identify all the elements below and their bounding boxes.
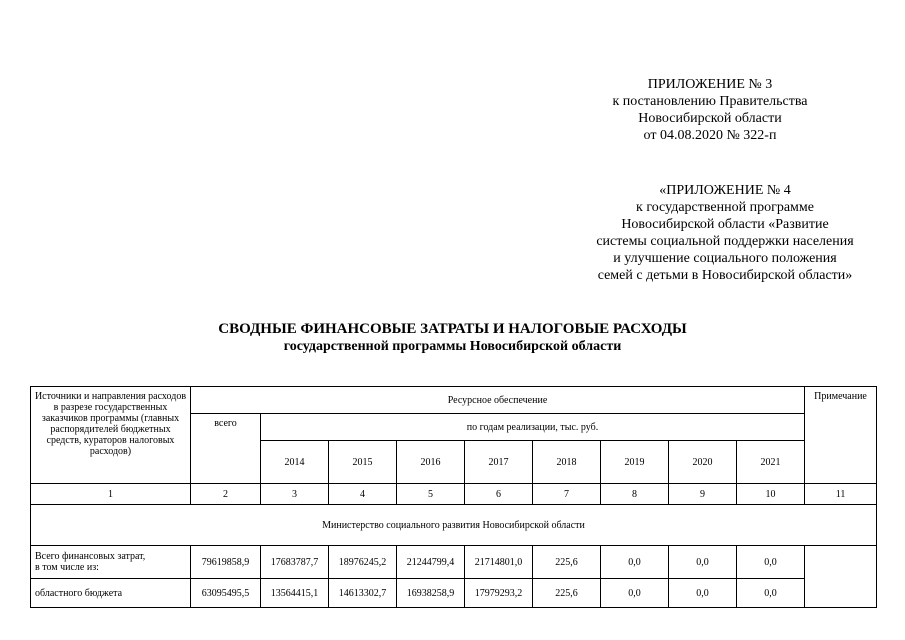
year-header: 2018 — [533, 441, 601, 484]
financial-table — [30, 386, 877, 608]
column-number: 5 — [397, 484, 465, 505]
cell-value: 79619858,9 — [191, 546, 261, 579]
header-source: Источники и направления расходов в разрезе государственных заказчиков программы (главных распорядителей бюджетных средств, кураторов налоговых расходов) — [31, 387, 191, 484]
column-number: 3 — [261, 484, 329, 505]
header-note: Примечание — [805, 387, 877, 484]
table-row — [31, 546, 877, 579]
appendix-3-line: к постановлению Правительства — [612, 94, 808, 109]
row-label-line: в том числе из: — [35, 562, 99, 573]
note-cell — [805, 546, 877, 608]
cell-value: 0,0 — [601, 579, 669, 608]
cell-value: 16938258,9 — [397, 579, 465, 608]
appendix-4-heading — [555, 182, 895, 284]
table-row — [31, 579, 877, 608]
cell-value: 13564415,1 — [261, 579, 329, 608]
row-label-line: Всего финансовых затрат, — [35, 551, 146, 562]
column-number: 11 — [805, 484, 877, 505]
column-number: 10 — [737, 484, 805, 505]
column-numbers-row — [31, 484, 877, 505]
cell-value: 225,6 — [533, 546, 601, 579]
year-header: 2020 — [669, 441, 737, 484]
year-header: 2014 — [261, 441, 329, 484]
appendix-4-line: и улучшение социального положения — [613, 251, 837, 266]
appendix-3-line: Новосибирской области — [638, 111, 782, 126]
header-by-years: по годам реализации, тыс. руб. — [261, 414, 805, 441]
header-row — [31, 387, 877, 414]
cell-value: 21244799,4 — [397, 546, 465, 579]
appendix-4-line: семей с детьми в Новосибирской области» — [597, 268, 853, 283]
column-number: 9 — [669, 484, 737, 505]
cell-value: 0,0 — [737, 546, 805, 579]
year-header: 2016 — [397, 441, 465, 484]
cell-value: 18976245,2 — [329, 546, 397, 579]
column-number: 8 — [601, 484, 669, 505]
appendix-4-line: Новосибирской области «Развитие — [621, 217, 829, 232]
column-number: 4 — [329, 484, 397, 505]
year-header: 2021 — [737, 441, 805, 484]
cell-value: 17683787,7 — [261, 546, 329, 579]
appendix-4-line: «ПРИЛОЖЕНИЕ № 4 — [659, 183, 791, 198]
document-title — [120, 320, 785, 356]
appendix-4-line: системы социальной поддержки населения — [596, 234, 854, 249]
title-sub: государственной программы Новосибирской области — [283, 339, 622, 354]
cell-value: 63095495,5 — [191, 579, 261, 608]
section-title: Министерство социального развития Новосибирской области — [31, 505, 877, 546]
cell-value: 0,0 — [601, 546, 669, 579]
appendix-4-line: к государственной программе — [636, 200, 814, 215]
column-number: 6 — [465, 484, 533, 505]
year-header: 2015 — [329, 441, 397, 484]
row-label — [31, 546, 191, 579]
cell-value: 0,0 — [669, 546, 737, 579]
header-total: всего — [191, 414, 261, 484]
cell-value: 17979293,2 — [465, 579, 533, 608]
year-header: 2019 — [601, 441, 669, 484]
cell-value: 0,0 — [737, 579, 805, 608]
column-number: 1 — [31, 484, 191, 505]
cell-value: 0,0 — [669, 579, 737, 608]
row-label: областного бюджета — [31, 579, 191, 608]
appendix-3-line: от 04.08.2020 № 322-п — [643, 128, 777, 143]
header-resources: Ресурсное обеспечение — [191, 387, 805, 414]
column-number: 7 — [533, 484, 601, 505]
cell-value: 14613302,7 — [329, 579, 397, 608]
cell-value: 21714801,0 — [465, 546, 533, 579]
section-row — [31, 505, 877, 546]
title-main: СВОДНЫЕ ФИНАНСОВЫЕ ЗАТРАТЫ И НАЛОГОВЫЕ РАСХОДЫ — [218, 321, 687, 337]
appendix-3-heading — [560, 76, 860, 144]
year-header: 2017 — [465, 441, 533, 484]
appendix-3-line: ПРИЛОЖЕНИЕ № 3 — [647, 77, 773, 92]
cell-value: 225,6 — [533, 579, 601, 608]
column-number: 2 — [191, 484, 261, 505]
